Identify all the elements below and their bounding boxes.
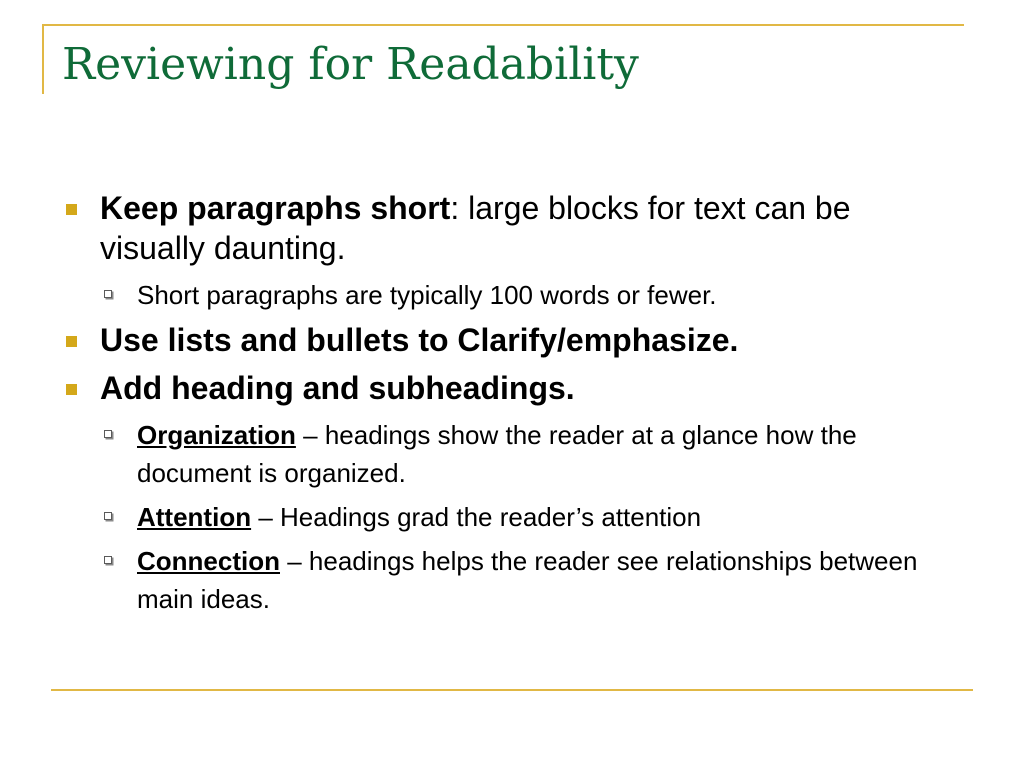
bullet-item [62, 320, 962, 360]
bullet-bold-text: Add heading and subheadings. [100, 370, 575, 406]
sub-bullet-item [62, 542, 962, 618]
square-bullet-icon [66, 384, 77, 395]
hollow-square-bullet-icon [104, 512, 112, 520]
sub-bullet-text: – headings show the reader at a glance how the document is organized. [137, 420, 857, 488]
square-bullet-icon [66, 336, 77, 347]
sub-bullet-term: Attention [137, 502, 252, 532]
slide-title: Reviewing for Readability [62, 39, 639, 90]
hollow-square-bullet-icon [104, 556, 112, 564]
bullet-bold-text: Keep paragraphs short [100, 190, 451, 226]
sub-bullet-term: Organization [137, 420, 296, 450]
sub-bullet-text: Short paragraphs are typically 100 words or fewer. [137, 280, 717, 310]
square-bullet-icon [66, 204, 77, 215]
left-accent-line [42, 24, 44, 94]
bullet-bold-text: Use lists and bullets to Clarify/emphasize. [100, 322, 739, 358]
sub-bullet-text: – Headings grad the reader’s attention [251, 502, 702, 532]
hollow-square-bullet-icon [104, 290, 112, 298]
sub-bullet-item [62, 416, 962, 492]
bottom-divider-line [51, 689, 973, 691]
top-divider-line [42, 24, 964, 26]
bullet-item [62, 368, 962, 408]
hollow-square-bullet-icon [104, 430, 112, 438]
bullet-text: : large blocks for text can be visually daunting. [100, 190, 851, 266]
bullet-item [62, 188, 962, 268]
sub-bullet-item [62, 498, 962, 536]
sub-bullet-term: Connection [137, 546, 280, 576]
slide-content [62, 188, 962, 624]
sub-bullet-item [62, 276, 962, 314]
sub-bullet-text: – headings helps the reader see relationships between main ideas. [137, 546, 918, 614]
